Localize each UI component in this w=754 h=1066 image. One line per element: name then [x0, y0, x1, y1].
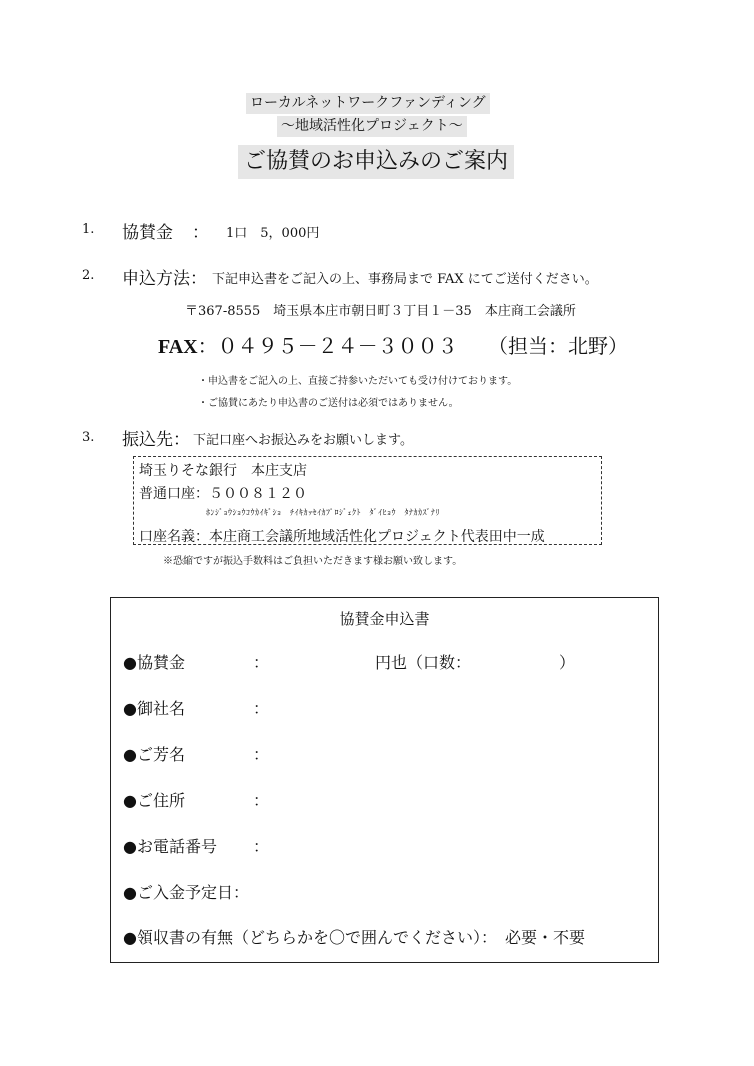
header-line2: ～地域活性化プロジェクト～: [277, 116, 467, 137]
section2-text: 下記申込書をご記入の上、事務局まで FAX にてご送付ください。: [212, 272, 598, 287]
form-row-name: ●ご芳名: [123, 745, 185, 764]
note-bring-in: ・申込書をご記入の上、直接ご持参いただいても受け付けております。: [198, 376, 518, 387]
section3-text: 下記口座へお振込みをお願いします。: [193, 433, 413, 448]
account-number: 普通口座：５００８１２０: [139, 486, 307, 502]
amount-colon: ：: [253, 653, 270, 672]
form-row-phone: ●お電話番号: [123, 837, 217, 856]
sponsor-amount: 1口 5，000円: [226, 226, 320, 241]
phone-colon: ：: [253, 837, 270, 856]
address-colon: ：: [253, 791, 270, 810]
section3-label: 振込先：: [122, 430, 190, 450]
section1-colon: ：: [192, 223, 209, 243]
account-holder: 口座名義：本庄商工会議所地域活性化プロジェクト代表田中一成: [139, 529, 545, 545]
form-title: 協賛金申込書: [339, 610, 430, 628]
fax-label: FAX: [158, 336, 198, 358]
amount-suffix: 円也（口数： ）: [375, 653, 576, 672]
office-address: 〒367-8555 埼玉県本庄市朝日町３丁目１－35 本庄商工会議所: [185, 304, 576, 319]
section3-number: 3.: [82, 430, 95, 445]
amount-label: ●協賛金: [123, 653, 185, 672]
page-title: ご協賛のお申込みのご案内: [238, 145, 514, 179]
account-holder-kana: ﾎﾝｼﾞｮｳｼｮｳｺｳｶｲｷﾞｼｮ ﾁｲｷｶｯｾｲｶﾌﾟﾛｼﾞｪｸﾄ ﾀﾞｲﾋｮｳ ﾀﾅｶｶｽﾞﾅﾘ: [206, 508, 440, 517]
header-line1: ローカルネットワークファンディング: [246, 93, 490, 114]
section1-label: 協賛金: [122, 223, 173, 243]
form-row-payment-date: ●ご入金予定日：: [123, 883, 249, 902]
company-colon: ：: [253, 699, 270, 718]
name-colon: ：: [253, 745, 270, 764]
form-row-company: ●御社名: [123, 699, 185, 718]
form-row-address: ●ご住所: [123, 791, 185, 810]
fax-line: [158, 330, 458, 359]
section2-label: 申込方法：: [122, 269, 207, 289]
form-row-receipt: ●領収書の有無（どちらかを〇で囲んでください）： 必要・不要: [123, 928, 585, 947]
form-row-amount: [123, 650, 185, 673]
fax-number: ：０４９５－２４－３００３: [197, 334, 458, 358]
application-form: [110, 597, 659, 963]
note-optional: ・ご協賛にあたり申込書のご送付は必須ではありません。: [198, 398, 459, 409]
fax-contact: （担当：北野）: [488, 334, 628, 358]
section2-number: 2.: [82, 268, 95, 283]
transfer-fee-note: ※恐縮ですが振込手数料はご負担いただきます様お願い致します。: [163, 556, 463, 567]
section1-number: 1.: [82, 222, 95, 237]
bank-name: 埼玉りそな銀行 本庄支店: [139, 463, 307, 479]
bank-account-box: [133, 456, 602, 545]
